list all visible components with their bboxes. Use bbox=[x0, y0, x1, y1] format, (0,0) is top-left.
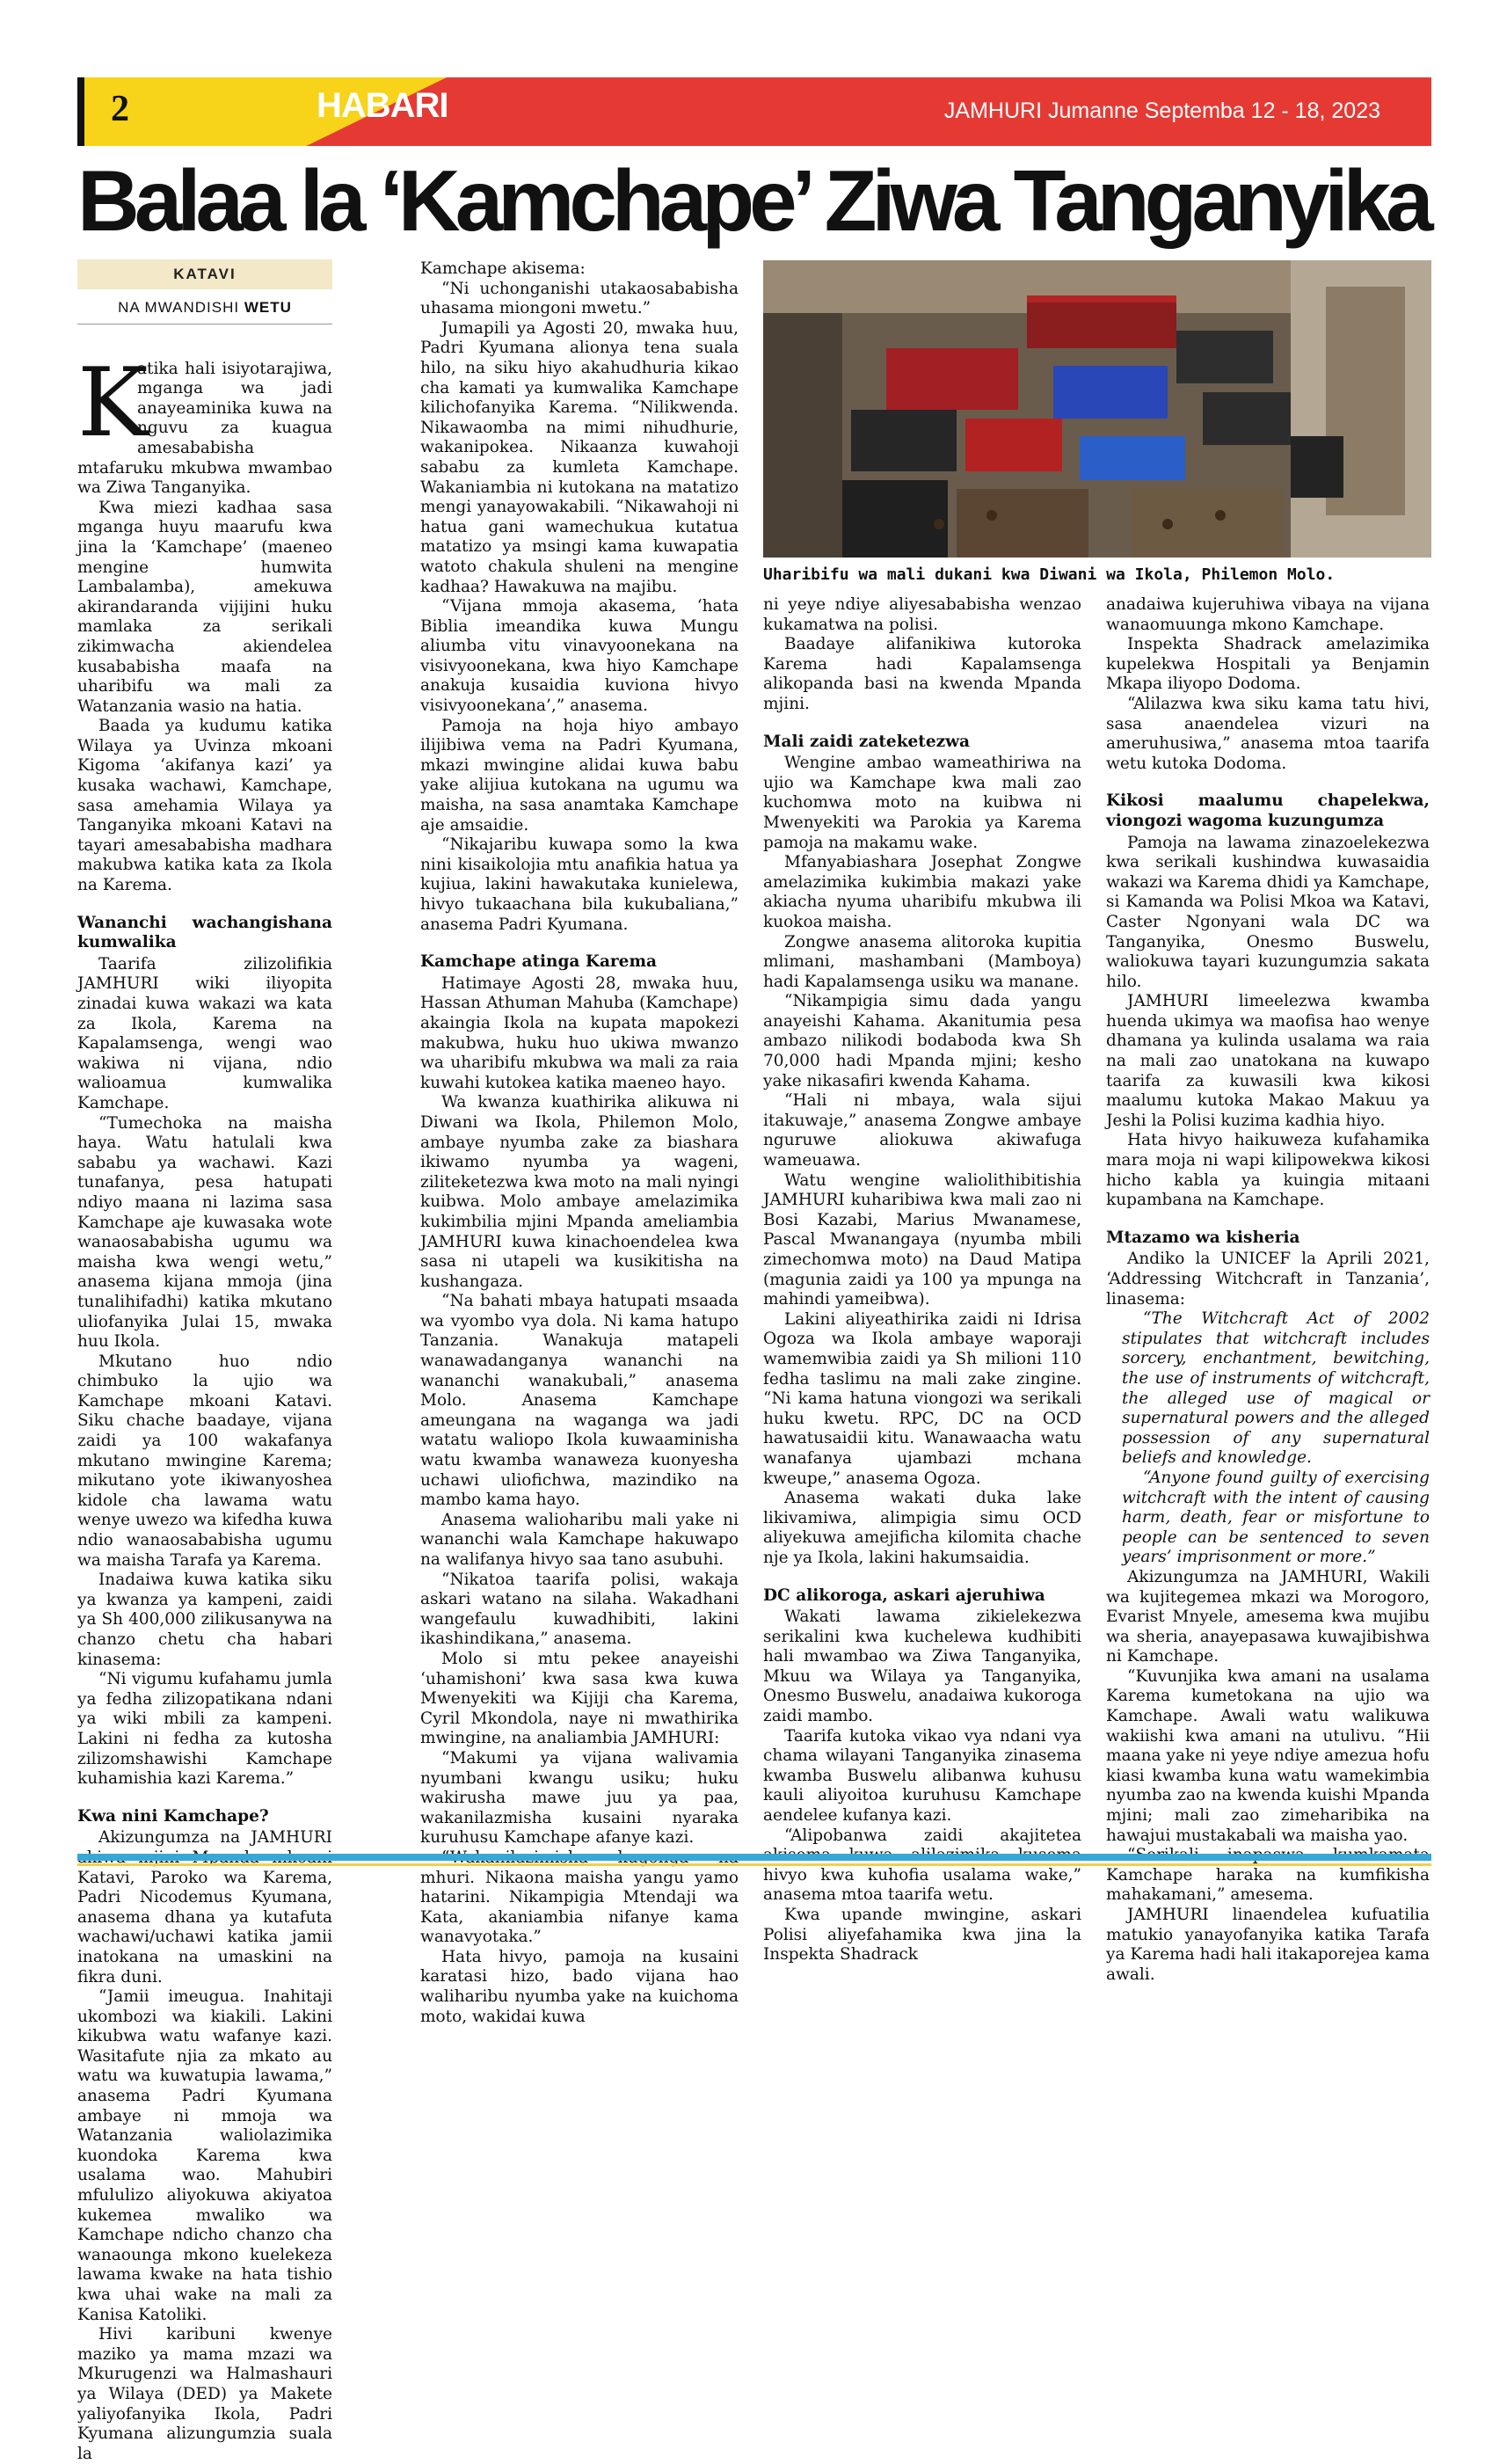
paragraph: Baada ya kudumu katika Wilaya ya Uvinza mkoani Kigoma ‘akifanya kazi’ ya kusaka wachawi, Kamchape, sasa amehamia Wilaya ya Tanganyika mkoani Katavi na tayari amesababisha madhara makubwa katika kata za Ikola na Karema. bbox=[77, 717, 332, 895]
paragraph: “Makumi ya vijana walivamia nyumbani kwangu usiku; huku wakirusha mawe juu ya paa, wakanilazmisha kusaini nyaraka kuruhusu Kamchape afanye kazi. bbox=[420, 1748, 739, 1848]
paragraph: “Kuvunjika kwa amani na usalama Karema kumetokana na ujio wa Kamchape. Awali watu walikuwa wakiishi kwa amani na utulivu. “Hii maana yake ni yeye ndiye amezua hofu kiasi kwamba kuna watu wamekimbia nyumba zao na kwenda kuishi Mpanda mjini; mali zao zimeharibika na hawajui mustakabali wa maisha yao. bbox=[1106, 1666, 1430, 1845]
paragraph: Inspekta Shadrack amelazimika kupelekwa Hospitali ya Benjamin Mkapa iliyopo Dodoma. bbox=[1106, 635, 1430, 694]
article-column-4 bbox=[1106, 595, 1430, 1985]
page-number: 2 bbox=[111, 89, 129, 129]
paragraph: Hivi karibuni kwenye maziko ya mama mzazi wa Mkurugenzi wa Halmashauri ya Wilaya (DED) ya Makete yaliyofanyika Ikola, Padri Kyumana alizungumzia suala la bbox=[77, 2325, 332, 2463]
quote-paragraph: “The Witchcraft Act of 2002 stipulates that witchcraft includes sorcery, enchantment, bewitching, the use of instruments of witchcraft, the alleged use of magical or supernatural powers and the alleged possession of any supernatural beliefs and knowledge. bbox=[1122, 1309, 1430, 1468]
lead-text: atika hali isiyotarajiwa, mganga wa jadi anayeaminika kuwa na nguvu za kuagua amesababisha mtafaruku mkubwa mwambao wa Ziwa Tanganyika. bbox=[77, 359, 332, 498]
paragraph: JAMHURI linaendelea kufuatilia matukio yanayofanyika katika Tarafa ya Karema hadi hali itakaporejea kama awali. bbox=[1106, 1906, 1430, 1984]
paragraph: Pamoja na lawama zinazoelekezwa kwa serikali kushindwa kuwasaidia wakazi wa Karema dhidi ya Kamchape, si Kamanda wa Polisi Mkoa wa Katavi, Caster Ngonyani wala DC wa Tanganyika, Onesmo Buswelu, waliokuwa tayari kuzungumzia sakata hilo. bbox=[1106, 833, 1430, 991]
subheading: Mtazamo wa kisheria bbox=[1106, 1228, 1300, 1247]
paragraph: mhuri. Nikaona maisha yangu yamo hatarini. Nikampigia Mtendaji wa Kata, akaniambia nifanye kama wanavyotaka.” bbox=[420, 1868, 739, 1947]
paragraph: Zongwe anasema alitoroka kupitia mlimani, mashambani (Mamboya) hadi Kapalamsenga usiku wa manane. bbox=[763, 932, 1081, 991]
paragraph: Baadaye alifanikiwa kutoroka Karema hadi Kapalamsenga alikopanda basi na kwenda Mpanda mjini. bbox=[763, 635, 1081, 713]
paragraph: Kamchape akisema: bbox=[420, 259, 586, 278]
paragraph: Taarifa zilizolifikia JAMHURI wiki iliyopita zinadai kuwa wakazi wa kata za Ikola, Karema na Kapalamsenga, wengi wao wakiwa ni vijana, ndio walioamua kumwalika Kamchape. bbox=[77, 954, 332, 1112]
paragraph: “Jamii imeugua. Inahitaji ukombozi wa kiakili. Lakini kikubwa watu wafanye kazi. Wasitafute njia za mkato au watu wa kuwatupia lawama,” anasema Padri Kyumana ambaye ni mmoja wa Watanzania waliolazimika kuondoka Karema kwa usalama wao. Mahubiri mfululizo aliyokuwa akiyatoa kukemea mwaliko wa Kamchape ndicho chanzo cha wanaounga mkono kuelekeza lawama kwake na hata tishio kwa uhai wake na mali za Kanisa Katoliki. bbox=[77, 1987, 332, 2324]
subheading: Kwa nini Kamchape? bbox=[77, 1806, 269, 1826]
paragraph: “Ni vigumu kufahamu jumla ya fedha zilizopatikana ndani ya wiki mbili za kampeni. Lakini ni fedha za kutosha zilizomshawishi Kamchape kuhamishia kazi Karema.” bbox=[77, 1670, 332, 1789]
paragraph: “Nikajaribu kuwapa somo la kwa nini kisaikolojia mtu anafikia hatua ya kujiua, lakini hawakutaka kunielewa, hivyo tukaachana bila kukubaliana,” anasema Padri Kyumana. bbox=[420, 835, 739, 934]
subheading: Kikosi maalumu chapelekwa, viongozi wagoma kuzungumza bbox=[1106, 791, 1430, 830]
paragraph: Wa kwanza kuathirika alikuwa ni Diwani wa Ikola, Philemon Molo, ambaye nyumba zake za biashara ikiwamo nyumba ya wageni, ziliteketezwa kwa moto na mali nyingi kuibwa. Molo ambaye amelazimika kukimbilia mjini Mpanda ameliambia JAMHURI kuwa kinachoendelea kwa sasa ni utapeli wa kusikitisha na kushangaza. bbox=[420, 1093, 739, 1291]
paragraph: Kwa upande mwingine, askari Polisi aliyefahamika kwa jina la Inspekta Shadrack bbox=[763, 1906, 1081, 1965]
paragraph: Wengine ambao wameathiriwa na ujio wa Kamchape kwa mali zao kuchomwa moto na kuibwa ni Mwenyekiti wa Parokia ya Karema pamoja na makamu wake. bbox=[763, 754, 1081, 852]
paragraph: Hata hivyo, pamoja na kusaini karatasi hizo, bado vijana hao waliharibu nyumba yake na kuichoma moto, wakidai kuwa bbox=[420, 1947, 739, 2026]
paragraph: Lakini aliyeathirika zaidi ni Idrisa Ogoza wa Ikola ambaye waporaji wamemwibia zaidi ya Sh milioni 110 fedha taslimu na mali zake zingine. “Ni kama hatuna viongozi wa serikali huku kwetu. RPC, DC na OCD hawatusaidii kitu. Wanawaacha watu wanafanya ujambazi mchana kweupe,” anasema Ogoza. bbox=[763, 1309, 1081, 1488]
paragraph: Hatimaye Agosti 28, mwaka huu, Hassan Athuman Mahuba (Kamchape) akaingia Ikola na kupata mapokezi makubwa, huku huo ukiwa mwanzo wa uharibifu mkubwa wa mali za raia kuwahi kutokea katika maeneo hayo. bbox=[420, 973, 739, 1092]
paragraph: anadaiwa kujeruhiwa vibaya na vijana wanaomuunga mkono Kamchape. bbox=[1106, 595, 1430, 634]
subheading: Wananchi wachangishana kumwalika bbox=[77, 913, 332, 952]
paragraph: “Alipobanwa zaidi akajitetea hivyo kwa kuhofia usalama wake,” anasema mtoa taarifa wetu. bbox=[763, 1826, 1081, 1905]
footer-rule bbox=[77, 1854, 1431, 1861]
headline: Balaa la ‘Kamchape’ Ziwa Tanganyika bbox=[77, 152, 1429, 249]
footer-rule-accent bbox=[77, 1863, 1431, 1866]
paragraph: Anasema wakati duka lake likivamiwa, alimpigia simu OCD aliyekuwa amejificha kilomita chache nje ya Ikola, lakini hakumsaidia. bbox=[763, 1489, 1081, 1567]
photo-caption: Uharibifu wa mali dukani kwa Diwani wa Ikola, Philemon Molo. bbox=[763, 565, 1336, 584]
byline bbox=[77, 298, 332, 318]
byline-name: WETU bbox=[244, 299, 292, 316]
paragraph: Andiko la UNICEF la Aprili 2021, ‘Addressing Witchcraft in Tanzania’, linasema: bbox=[1106, 1250, 1430, 1309]
paragraph: “Hali ni mbaya, wala sijui itakuwaje,” anasema Zongwe ambaye nguruwe aliokuwa akiwafuga wameuawa. bbox=[763, 1091, 1081, 1170]
quote-paragraph: “Anyone found guilty of exercising witchcraft with the intent of causing harm, death, fear or misfortune to people can be sentenced to seven years’ imprisonment or more.” bbox=[1122, 1468, 1430, 1567]
section-title: HABARI bbox=[317, 86, 448, 125]
article-column-3 bbox=[763, 595, 1081, 1965]
paragraph: Akizungumza na JAMHURI, Wakili wa kujitegemea mkazi wa Morogoro, Evarist Mnyele, amesema kwa mujibu wa sheria, anayepasawa kuwajibishwa ni Kamchape. bbox=[1106, 1567, 1430, 1666]
paragraph: Kamchape haraka na kumfikisha mahakamani,” amesema. bbox=[1106, 1865, 1430, 1905]
paragraph: Molo si mtu pekee anayeishi ‘uhamishoni’ kwa sasa kwa kuwa Mwenyekiti wa Kijiji cha Karema, Cyril Mkondola, naye ni mwathirika mwingine, na analiambia JAMHURI: bbox=[420, 1649, 739, 1748]
paragraph: Jumapili ya Agosti 20, mwaka huu, Padri Kyumana alionya tena suala hilo, na siku hiyo akahudhuria kikao cha kamati ya kumwalika Kamchape kilichofanyika Karema. “Nilikwenda. Nikawaomba na mimi nihudhurie, wakanipokea. Nikaanza kuwahoji sababu za kumleta Kamchape. Wakaniambia ni kutokana na matatizo mengi yanayowakabili. “Nikawahoji ni hatua gani wamechukua kutatua matatizo ya msingi kama kuwapatia watoto chakula shuleni na mengine kadhaa? Hawakuwa na majibu. bbox=[420, 318, 739, 596]
paragraph: Hata hivyo haikuweza kufahamika mara moja ni wapi kilipowekwa kikosi hicho kabla ya kuingia mitaani kupambana na Kamchape. bbox=[1106, 1131, 1430, 1210]
article-photo bbox=[763, 260, 1431, 558]
byline-prefix: NA MWANDISHI bbox=[118, 299, 240, 316]
issue-date: JAMHURI Jumanne Septemba 12 - 18, 2023 bbox=[943, 98, 1380, 123]
drop-cap: K bbox=[77, 347, 149, 458]
paragraph: “Ni uchonganishi utakaosababisha uhasama miongoni mwetu.” bbox=[420, 279, 739, 318]
paragraph: Anasema walioharibu mali yake ni wananchi wala Kamchape hakuwapo na walifanya hivyo saa tano asubuhi. bbox=[420, 1510, 739, 1569]
subheading: Kamchape atinga Karema bbox=[420, 952, 658, 972]
paragraph: “Tumechoka na maisha haya. Watu hatulali kwa sababu ya wachawi. Kazi tunafanya, pesa hatupati ndiyo maana ni lazima sasa Kamchape aje kuwasaka wote wanaosababisha ugumu wa maisha kwa wengi wetu,” anasema kijana mmoja (jina tunalihifadhi) katika mkutano uliofanyika Julai 15, mwaka huu Ikola. bbox=[77, 1113, 332, 1352]
paragraph: Pamoja na hoja hiyo ambayo ilijibiwa vema na Padri Kyumana, mkazi mwingine alidai kuwa babu yake alijiua kutokana na ugumu wa maisha, na sasa anamtaka Kamchape aje amsaidie. bbox=[420, 716, 739, 835]
paragraph: “Vijana mmoja akasema, ‘hata Biblia imeandika kuwa Mungu aliumba vitu vinavyoonekana na visivyoonekana, kwa hiyo Kamchape anakuja kusaidia kuviona hivyo visivyoonekana’,” anasema. bbox=[420, 597, 739, 716]
paragraph: Watu wengine waliolithibitishia JAMHURI kuharibiwa kwa mali zao ni Bosi Kazabi, Marius Mwanamese, Pascal Mwanangaya (nyumba mbili zimechomwa moto) na Daud Matipa (magunia zaidi ya 100 ya mpunga na mahindi yameibwa). bbox=[763, 1170, 1081, 1309]
paragraph: “Nikatoa taarifa polisi, wakaja askari watano na silaha. Wakadhani wangefaulu kuwadhibiti, lakini ikashindikana,” anasema. bbox=[420, 1570, 739, 1649]
subheading: DC alikoroga, askari ajeruhiwa bbox=[763, 1586, 1045, 1605]
article-column-2 bbox=[420, 259, 739, 2027]
paragraph: JAMHURI limeelezwa kwamba huenda ukimya wa maofisa hao wenye dhamana ya kulinda usalama wa raia na mali zao unatokana na kuwapo taarifa za kuwasili kwa kikosi maalumu kutoka Makao Makuu ya Jeshi la Polisi kuzima kadhia hiyo. bbox=[1106, 992, 1430, 1130]
paragraph: Mfanyabiashara Josephat Zongwe amelazimika kukimbia makazi yake akiacha nyuma uharibifu mkubwa ili kuokoa maisha. bbox=[763, 853, 1081, 931]
article-column-1 bbox=[77, 259, 332, 2464]
photo-shop-damage-image bbox=[763, 260, 1431, 558]
paragraph: Kwa miezi kadhaa sasa mganga huyu maarufu kwa jina la ‘Kamchape’ (maeneo mengine humwita Lambalamba), amekuwa akirandaranda vijijini huku mamlaka za serikali zikimwacha akiendelea kusababisha maafa na uharibifu wa mali za Watanzania wasio na hatia. bbox=[77, 498, 332, 716]
top-banner bbox=[77, 77, 1431, 146]
paragraph: ni yeye ndiye aliyesababisha wenzao kukamatwa na polisi. bbox=[763, 595, 1081, 634]
paragraph: Akizungumza na JAMHURI Katavi, Paroko wa Karema, Padri Nicodemus Kyumana, anasema dhana ya kutafuta wachawi/uchawi katika jamii inatokana na umaskini na fikra duni. bbox=[77, 1828, 332, 1987]
paragraph: “Na bahati mbaya hatupati msaada wa vyombo vya dola. Ni kama hatupo Tanzania. Wanakuja matapeli wanawadanganya wananchi na wananchi wanakubali,” anasema Molo. Anasema Kamchape ameungana na waganga wa jadi watatu waliopo Ikola kuwaaminisha watu kwamba wanaweza kuonyesha uchawi uliofichwa, mazindiko na mambo kama hayo. bbox=[420, 1292, 739, 1510]
dateline: KATAVI bbox=[77, 259, 332, 289]
paragraph: Mkutano huo ndio chimbuko la ujio wa Kamchape mkoani Katavi. Siku chache baadaye, vijana zaidi ya 100 wakafanya mkutano mwingine Karema; mikutano yote ikiwanyoshea kidole cha lawama watu wenye uwezo wa kifedha kuwa ndio wanaosababisha ugumu wa maisha Tarafa ya Karema. bbox=[77, 1352, 332, 1570]
paragraph: Inadaiwa kuwa katika siku ya kwanza ya kampeni, zaidi ya Sh 400,000 zilikusanywa na chanzo chetu cha habari kinasema: bbox=[77, 1571, 332, 1669]
paragraph: Taarifa kutoka vikao vya ndani vya chama wilayani Tanganyika zinasema kwamba Buswelu alibanwa kuhusu kauli aliyoitoa kuruhusu Kamchape aendelee kufanya kazi. bbox=[763, 1726, 1081, 1826]
paragraph: “Nikampigia simu dada yangu anayeishi Kahama. Akanitumia pesa ambazo nilikodi bodaboda kwa Sh 70,000 hadi Mpanda mjini; kesho yake nikasafiri kwenda Kahama. bbox=[763, 992, 1081, 1090]
paragraph: Wakati lawama zikielekezwa serikalini kwa kuchelewa kudhibiti hali mwambao wa Ziwa Tanganyika, Mkuu wa Wilaya ya Tanganyika, Onesmo Buswelu, anadaiwa kukoroga zaidi mambo. bbox=[763, 1607, 1081, 1726]
lead-paragraph bbox=[77, 347, 332, 499]
banner-black-edge bbox=[77, 77, 84, 146]
paragraph: “Alilazwa kwa siku kama tatu hivi, sasa anaendelea vizuri na ameruhusiwa,” anasema mtoa taarifa wetu kutoka Dodoma. bbox=[1106, 694, 1430, 773]
subheading: Mali zaidi zateketezwa bbox=[763, 732, 971, 751]
